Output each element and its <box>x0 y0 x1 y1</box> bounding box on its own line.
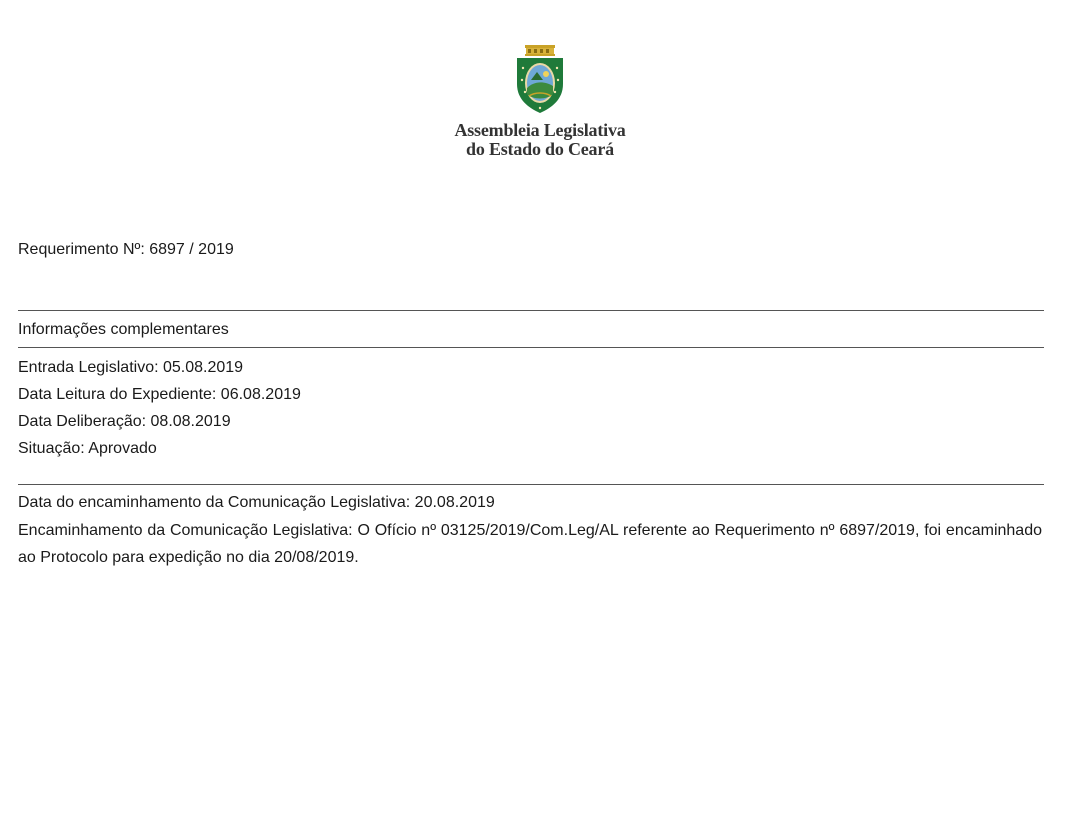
divider <box>18 310 1044 311</box>
data-deliberacao: Data Deliberação: 08.08.2019 <box>18 413 231 430</box>
data-leitura-expediente: Data Leitura do Expediente: 06.08.2019 <box>18 386 301 403</box>
data-encaminhamento: Data do encaminhamento da Comunicação Legislativa: 20.08.2019 <box>18 494 495 511</box>
situacao: Situação: Aprovado <box>18 440 157 457</box>
document-header <box>0 44 1080 159</box>
institution-name <box>454 121 625 159</box>
requerimento-number: Requerimento Nº: 6897 / 2019 <box>18 241 234 258</box>
encaminhamento-texto: Encaminhamento da Comunicação Legislativa: O Ofício nº 03125/2019/Com.Leg/AL referente ao Requerimento nº 6897/2019, foi encaminhado ao Protocolo para expedição no dia 20/08/2019. <box>18 522 1042 566</box>
ceara-coat-of-arms-icon <box>513 44 567 114</box>
section-title: Informações complementares <box>18 321 229 338</box>
institution-line-2: do Estado do Ceará <box>466 139 614 159</box>
institution-line-1: Assembleia Legislativa <box>454 120 626 140</box>
entrada-legislativo: Entrada Legislativo: 05.08.2019 <box>18 359 244 376</box>
divider <box>18 347 1044 348</box>
divider <box>18 484 1044 485</box>
